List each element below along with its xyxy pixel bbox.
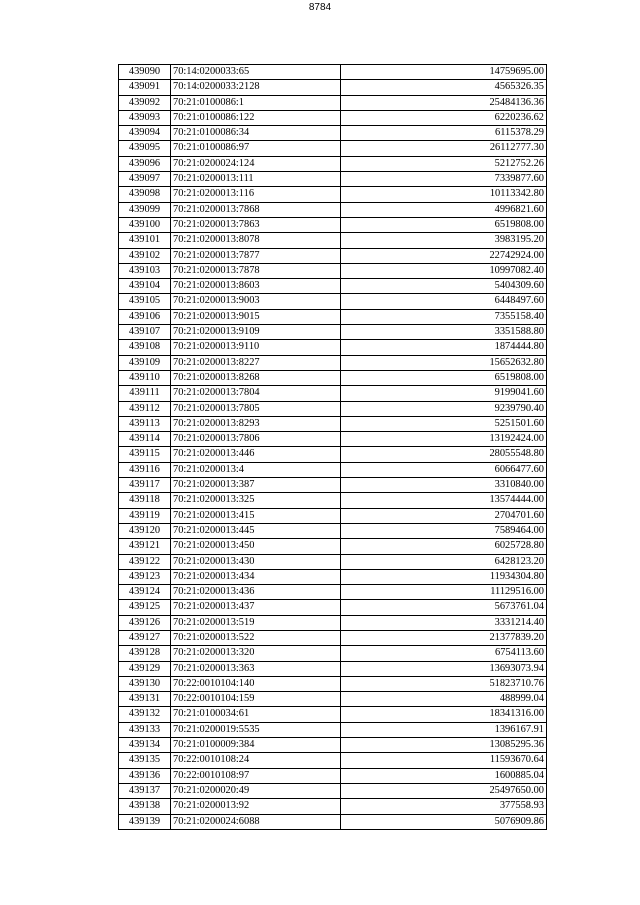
row-number-cell: 439110	[119, 370, 171, 385]
table-row	[119, 279, 547, 294]
table-row	[119, 508, 547, 523]
row-number-cell: 439105	[119, 294, 171, 309]
value-cell: 14759695.00	[341, 65, 547, 80]
value-cell: 28055548.80	[341, 447, 547, 462]
row-number-cell: 439137	[119, 783, 171, 798]
value-cell: 3310840.00	[341, 478, 547, 493]
row-number-cell: 439113	[119, 416, 171, 431]
cadastral-number-cell: 70:21:0200013:8268	[171, 370, 341, 385]
table-row	[119, 263, 547, 278]
table-row	[119, 386, 547, 401]
row-number-cell: 439121	[119, 539, 171, 554]
row-number-cell: 439096	[119, 156, 171, 171]
value-cell: 10113342.80	[341, 187, 547, 202]
row-number-cell: 439111	[119, 386, 171, 401]
value-cell: 6066477.60	[341, 462, 547, 477]
value-cell: 6115378.29	[341, 126, 547, 141]
value-cell: 6025728.80	[341, 539, 547, 554]
cadastral-number-cell: 70:21:0200013:415	[171, 508, 341, 523]
table-row	[119, 309, 547, 324]
row-number-cell: 439123	[119, 569, 171, 584]
value-cell: 6448497.60	[341, 294, 547, 309]
cadastral-number-cell: 70:21:0200013:363	[171, 661, 341, 676]
value-cell: 3351588.80	[341, 325, 547, 340]
table-row	[119, 248, 547, 263]
row-number-cell: 439124	[119, 585, 171, 600]
table-row	[119, 646, 547, 661]
value-cell: 25484136.36	[341, 95, 547, 110]
cadastral-number-cell: 70:21:0200024:6088	[171, 814, 341, 829]
value-cell: 1396167.91	[341, 722, 547, 737]
row-number-cell: 439129	[119, 661, 171, 676]
value-cell: 6428123.20	[341, 554, 547, 569]
value-cell: 377558.93	[341, 799, 547, 814]
value-cell: 18341316.00	[341, 707, 547, 722]
value-cell: 1874444.80	[341, 340, 547, 355]
cadastral-number-cell: 70:21:0200013:7868	[171, 202, 341, 217]
row-number-cell: 439133	[119, 722, 171, 737]
row-number-cell: 439094	[119, 126, 171, 141]
table-row	[119, 615, 547, 630]
cadastral-number-cell: 70:21:0200013:446	[171, 447, 341, 462]
row-number-cell: 439118	[119, 493, 171, 508]
row-number-cell: 439126	[119, 615, 171, 630]
value-cell: 26112777.30	[341, 141, 547, 156]
value-cell: 3331214.40	[341, 615, 547, 630]
value-cell: 9239790.40	[341, 401, 547, 416]
table-row	[119, 738, 547, 753]
row-number-cell: 439138	[119, 799, 171, 814]
value-cell: 5404309.60	[341, 279, 547, 294]
table-row	[119, 661, 547, 676]
table-row	[119, 783, 547, 798]
table-row	[119, 478, 547, 493]
table-row	[119, 569, 547, 584]
row-number-cell: 439098	[119, 187, 171, 202]
cadastral-number-cell: 70:21:0200013:116	[171, 187, 341, 202]
page-number: 8784	[308, 2, 332, 13]
row-number-cell: 439090	[119, 65, 171, 80]
cadastral-number-cell: 70:21:0200013:4	[171, 462, 341, 477]
cadastral-number-cell: 70:21:0200013:387	[171, 478, 341, 493]
row-number-cell: 439100	[119, 217, 171, 232]
value-cell: 51823710.76	[341, 676, 547, 691]
row-number-cell: 439131	[119, 692, 171, 707]
table-row	[119, 799, 547, 814]
value-cell: 13693073.94	[341, 661, 547, 676]
table-row	[119, 462, 547, 477]
cadastral-number-cell: 70:21:0200013:7805	[171, 401, 341, 416]
value-cell: 25497650.00	[341, 783, 547, 798]
value-cell: 10997082.40	[341, 263, 547, 278]
value-cell: 4565326.35	[341, 80, 547, 95]
table-row	[119, 110, 547, 125]
value-cell: 13574444.00	[341, 493, 547, 508]
row-number-cell: 439132	[119, 707, 171, 722]
table-row	[119, 401, 547, 416]
row-number-cell: 439093	[119, 110, 171, 125]
cadastral-number-cell: 70:21:0200013:7863	[171, 217, 341, 232]
cadastral-number-cell: 70:21:0100034:61	[171, 707, 341, 722]
cadastral-number-cell: 70:21:0200024:124	[171, 156, 341, 171]
value-cell: 5251501.60	[341, 416, 547, 431]
row-number-cell: 439139	[119, 814, 171, 829]
row-number-cell: 439116	[119, 462, 171, 477]
value-cell: 15652632.80	[341, 355, 547, 370]
row-number-cell: 439120	[119, 523, 171, 538]
value-cell: 7339877.60	[341, 172, 547, 187]
registry-table-body	[119, 65, 547, 830]
row-number-cell: 439102	[119, 248, 171, 263]
cadastral-number-cell: 70:21:0200013:8078	[171, 233, 341, 248]
cadastral-number-cell: 70:14:0200033:2128	[171, 80, 341, 95]
row-number-cell: 439114	[119, 432, 171, 447]
table-row	[119, 187, 547, 202]
table-row	[119, 707, 547, 722]
row-number-cell: 439104	[119, 279, 171, 294]
table-row	[119, 233, 547, 248]
row-number-cell: 439095	[119, 141, 171, 156]
row-number-cell: 439125	[119, 600, 171, 615]
row-number-cell: 439091	[119, 80, 171, 95]
table-row	[119, 676, 547, 691]
cadastral-number-cell: 70:21:0200013:9109	[171, 325, 341, 340]
cadastral-number-cell: 70:21:0200013:450	[171, 539, 341, 554]
row-number-cell: 439101	[119, 233, 171, 248]
row-number-cell: 439122	[119, 554, 171, 569]
row-number-cell: 439130	[119, 676, 171, 691]
cadastral-number-cell: 70:21:0200013:522	[171, 630, 341, 645]
cadastral-number-cell: 70:21:0200013:9110	[171, 340, 341, 355]
cadastral-number-cell: 70:22:0010108:24	[171, 753, 341, 768]
value-cell: 21377839.20	[341, 630, 547, 645]
cadastral-number-cell: 70:21:0200020:49	[171, 783, 341, 798]
table-row	[119, 156, 547, 171]
table-row	[119, 80, 547, 95]
table-row	[119, 141, 547, 156]
row-number-cell: 439099	[119, 202, 171, 217]
row-number-cell: 439127	[119, 630, 171, 645]
table-row	[119, 768, 547, 783]
table-row	[119, 753, 547, 768]
table-row	[119, 355, 547, 370]
table-row	[119, 325, 547, 340]
value-cell: 488999.04	[341, 692, 547, 707]
row-number-cell: 439119	[119, 508, 171, 523]
row-number-cell: 439108	[119, 340, 171, 355]
table-row	[119, 416, 547, 431]
cadastral-number-cell: 70:22:0010104:159	[171, 692, 341, 707]
row-number-cell: 439136	[119, 768, 171, 783]
cadastral-number-cell: 70:21:0200013:9015	[171, 309, 341, 324]
table-row	[119, 432, 547, 447]
cadastral-number-cell: 70:21:0200013:437	[171, 600, 341, 615]
cadastral-number-cell: 70:22:0010104:140	[171, 676, 341, 691]
value-cell: 6519808.00	[341, 370, 547, 385]
cadastral-number-cell: 70:21:0200013:7806	[171, 432, 341, 447]
value-cell: 2704701.60	[341, 508, 547, 523]
table-row	[119, 202, 547, 217]
table-row	[119, 722, 547, 737]
cadastral-number-cell: 70:21:0200013:7878	[171, 263, 341, 278]
cadastral-number-cell: 70:21:0200013:434	[171, 569, 341, 584]
row-number-cell: 439097	[119, 172, 171, 187]
table-row	[119, 585, 547, 600]
row-number-cell: 439109	[119, 355, 171, 370]
table-row	[119, 217, 547, 232]
cadastral-number-cell: 70:22:0010108:97	[171, 768, 341, 783]
table-row	[119, 95, 547, 110]
value-cell: 6754113.60	[341, 646, 547, 661]
value-cell: 11593670.64	[341, 753, 547, 768]
value-cell: 11129516.00	[341, 585, 547, 600]
table-row	[119, 370, 547, 385]
row-number-cell: 439106	[119, 309, 171, 324]
cadastral-number-cell: 70:21:0200013:111	[171, 172, 341, 187]
table-row	[119, 630, 547, 645]
table-row	[119, 692, 547, 707]
value-cell: 13085295.36	[341, 738, 547, 753]
value-cell: 6220236.62	[341, 110, 547, 125]
cadastral-number-cell: 70:21:0200013:92	[171, 799, 341, 814]
cadastral-number-cell: 70:14:0200033:65	[171, 65, 341, 80]
value-cell: 5076909.86	[341, 814, 547, 829]
cadastral-number-cell: 70:21:0200013:430	[171, 554, 341, 569]
value-cell: 7589464.00	[341, 523, 547, 538]
cadastral-number-cell: 70:21:0100086:122	[171, 110, 341, 125]
row-number-cell: 439092	[119, 95, 171, 110]
cadastral-number-cell: 70:21:0200013:325	[171, 493, 341, 508]
cadastral-number-cell: 70:21:0100009:384	[171, 738, 341, 753]
value-cell: 6519808.00	[341, 217, 547, 232]
cadastral-number-cell: 70:21:0100086:34	[171, 126, 341, 141]
cadastral-number-cell: 70:21:0100086:97	[171, 141, 341, 156]
table-row	[119, 539, 547, 554]
value-cell: 11934304.80	[341, 569, 547, 584]
cadastral-number-cell: 70:21:0200013:8293	[171, 416, 341, 431]
table-row	[119, 600, 547, 615]
value-cell: 5212752.26	[341, 156, 547, 171]
value-cell: 22742924.00	[341, 248, 547, 263]
table-row	[119, 447, 547, 462]
cadastral-number-cell: 70:21:0200019:5535	[171, 722, 341, 737]
registry-table	[118, 64, 547, 830]
table-row	[119, 65, 547, 80]
value-cell: 9199041.60	[341, 386, 547, 401]
table-row	[119, 126, 547, 141]
cadastral-number-cell: 70:21:0200013:519	[171, 615, 341, 630]
cadastral-number-cell: 70:21:0200013:8227	[171, 355, 341, 370]
value-cell: 4996821.60	[341, 202, 547, 217]
table-row	[119, 493, 547, 508]
value-cell: 7355158.40	[341, 309, 547, 324]
row-number-cell: 439107	[119, 325, 171, 340]
row-number-cell: 439112	[119, 401, 171, 416]
table-row	[119, 523, 547, 538]
cadastral-number-cell: 70:21:0200013:445	[171, 523, 341, 538]
table-row	[119, 554, 547, 569]
value-cell: 13192424.00	[341, 432, 547, 447]
row-number-cell: 439115	[119, 447, 171, 462]
cadastral-number-cell: 70:21:0200013:8603	[171, 279, 341, 294]
cadastral-number-cell: 70:21:0200013:7804	[171, 386, 341, 401]
cadastral-number-cell: 70:21:0200013:9003	[171, 294, 341, 309]
row-number-cell: 439128	[119, 646, 171, 661]
table-row	[119, 172, 547, 187]
value-cell: 5673761.04	[341, 600, 547, 615]
cadastral-number-cell: 70:21:0200013:7877	[171, 248, 341, 263]
cadastral-number-cell: 70:21:0200013:320	[171, 646, 341, 661]
row-number-cell: 439117	[119, 478, 171, 493]
value-cell: 1600885.04	[341, 768, 547, 783]
cadastral-number-cell: 70:21:0200013:436	[171, 585, 341, 600]
cadastral-number-cell: 70:21:0100086:1	[171, 95, 341, 110]
row-number-cell: 439134	[119, 738, 171, 753]
row-number-cell: 439103	[119, 263, 171, 278]
value-cell: 3983195.20	[341, 233, 547, 248]
table-row	[119, 294, 547, 309]
table-row	[119, 814, 547, 829]
row-number-cell: 439135	[119, 753, 171, 768]
table-row	[119, 340, 547, 355]
